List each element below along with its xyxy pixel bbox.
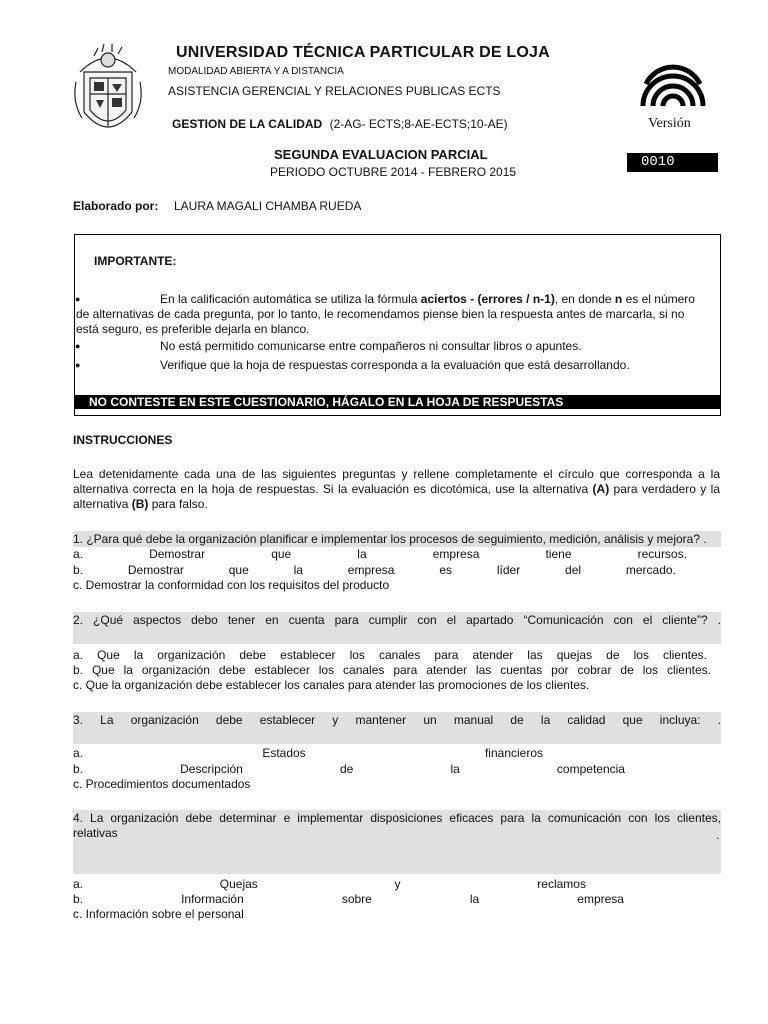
bullet-dot: ● [75, 341, 81, 351]
version-number-box: 0010 [627, 153, 718, 172]
question-3-option-c: c. Procedimientos documentados [73, 777, 251, 791]
question-2-option-c: c. Que la organización debe establecer los canales para atender las promociones de los clientes. [73, 678, 590, 692]
question-4-option-c: c. Información sobre el personal [73, 907, 244, 921]
no-answer-banner: NO CONTESTE EN ESTE CUESTIONARIO, HÁGALO EN LA HOJA DE RESPUESTAS [75, 395, 720, 409]
important-title: IMPORTANTE: [94, 254, 177, 268]
university-title: UNIVERSIDAD TÉCNICA PARTICULAR DE LOJA [176, 44, 550, 61]
author-label: Elaborado por: [73, 199, 159, 213]
version-label: Versión [648, 116, 691, 131]
exam-title: SEGUNDA EVALUACION PARCIAL [274, 147, 488, 162]
question-1-option-b: b. Demostrar que la empresa es líder del mercado. [73, 563, 676, 577]
question-3-text: 3. La organización debe establecer y mantener un manual de la calidad que incluya: . [73, 713, 721, 727]
bullet-dot: ● [75, 294, 81, 304]
exam-period: PERIODO OCTUBRE 2014 - FEBRERO 2015 [270, 165, 517, 179]
question-1-option-a: a. Demostrar que la empresa tiene recursos. [73, 547, 687, 561]
question-2-option-b: b. Que la organización debe establecer los canales para atender las cuentas por cobrar de los clientes. [73, 663, 711, 677]
course-code: (2-AG- ECTS;8-AE-ECTS;10-AE) [329, 117, 508, 131]
instructions-title: INSTRUCCIONES [73, 433, 173, 447]
important-bullet-3: Verifique que la hoja de respuestas corresponda a la evaluación que está desarrollando. [160, 358, 630, 372]
question-4-option-b: b. Información sobre la empresa [73, 892, 624, 906]
important-bullet-1-line3: está seguro, es preferible dejarla en blanco. [76, 322, 310, 336]
question-3-option-a: a. Estados financieros [73, 746, 543, 760]
university-crest-logo [72, 42, 144, 146]
instructions-line-3: alternativa (B) para falso. [73, 497, 208, 511]
course-line [172, 117, 508, 131]
question-1-option-c: c. Demostrar la conformidad con los requisitos del producto [73, 578, 390, 592]
instructions-line-2: alternativa correcta en la hoja de respuestas. Si la evaluación es dicotómica, use la alternativa (A) para verdadero y la [73, 482, 720, 496]
author-name: LAURA MAGALI CHAMBA RUEDA [174, 199, 362, 213]
question-2-text: 2. ¿Qué aspectos debo tener en cuenta para cumplir con el apartado “Comunicación con el cliente”? . [73, 613, 721, 627]
version-arcs-logo [638, 44, 708, 110]
instructions-line-1: Lea detenidamente cada una de las siguientes preguntas y rellene completamente el círculo que corresponda a la [73, 467, 720, 481]
question-4-option-a: a. Quejas y reclamos [73, 877, 586, 891]
important-bullet-1-line2: de alternativas de cada pregunta, por lo tanto, le recomendamos piense bien la respuesta antes de marcarla, si no [76, 307, 685, 321]
question-3-option-b: b. Descripción de la competencia [73, 762, 625, 776]
bullet-dot: ● [75, 360, 81, 370]
question-2-option-a: a. Que la organización debe establecer los canales para atender las quejas de los clientes. [73, 648, 707, 662]
question-4-text-end: . [716, 828, 720, 842]
important-bullet-1: En la calificación automática se utiliza la fórmula aciertos - (errores / n-1), en donde n es el número [160, 292, 695, 306]
question-4-text: 4. La organización debe determinar e implementar disposiciones eficaces para la comunicación con los clientes, [73, 811, 721, 825]
modality-label: MODALIDAD ABIERTA Y A DISTANCIA [168, 66, 344, 77]
program-label: ASISTENCIA GERENCIAL Y RELACIONES PUBLICAS ECTS [168, 84, 501, 98]
question-4-text-line2: relativas [73, 826, 118, 840]
important-bullet-2: No está permitido comunicarse entre compañeros ni consultar libros o apuntes. [160, 339, 582, 353]
course-name: GESTION DE LA CALIDAD [172, 117, 323, 131]
question-1-text: 1. ¿Para qué debe la organización planificar e implementar los procesos de seguimiento, medición, análisis y mejora? . [73, 532, 707, 546]
